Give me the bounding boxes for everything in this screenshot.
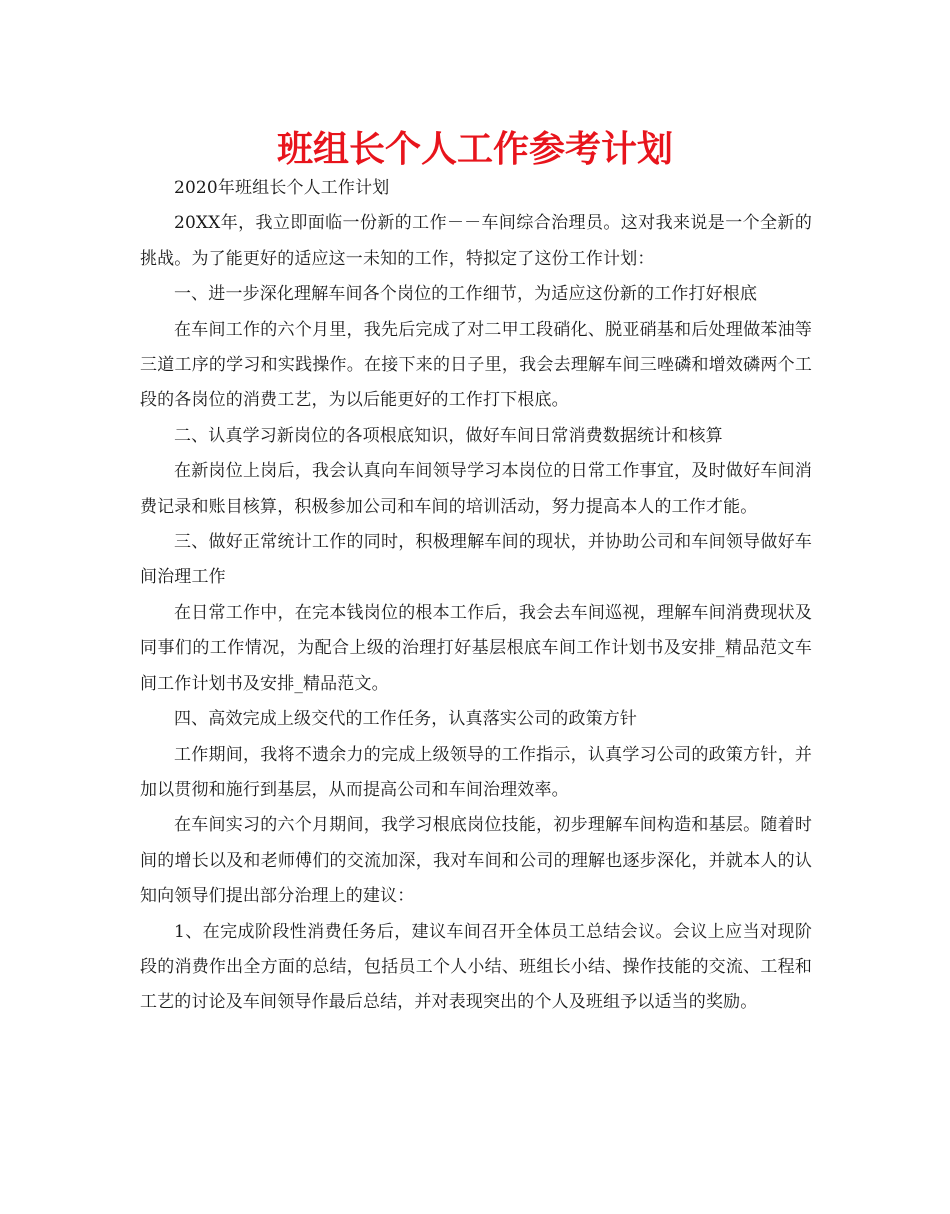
- paragraph-subtitle: 2020年班组长个人工作计划: [174, 178, 390, 198]
- paragraph-section-2: 在新岗位上岗后，我会认真向车间领导学习本岗位的日常工作事宜，及时做好车间消费记录和账目核算，积极参加公司和车间的培训活动，努力提高本人的工作才能。: [140, 461, 812, 517]
- document-body: [140, 171, 812, 1021]
- heading-section-2: 二、认真学习新岗位的各项根底知识，做好车间日常消费数据统计和核算: [174, 425, 723, 446]
- document-title: 班组长个人工作参考计划: [276, 129, 673, 170]
- paragraph-intro: 20XX年，我立即面临一份新的工作－－车间综合治理员。这对我来说是一个全新的挑战。为了能更好的适应这一未知的工作，特拟定了这份工作计划：: [140, 213, 812, 269]
- paragraph-section-3: 在日常工作中，在完本钱岗位的根本工作后，我会去车间巡视，理解车间消费现状及同事们的工作情况，为配合上级的治理打好基层根底车间工作计划书及安排_精品范文车间工作计划书及安排_精品范文。: [140, 602, 812, 694]
- heading-section-3: 三、做好正常统计工作的同时，积极理解车间的现状，并协助公司和车间领导做好车间治理工作: [140, 532, 812, 588]
- paragraph-section-1: 在车间工作的六个月里，我先后完成了对二甲工段硝化、脱亚硝基和后处理做苯油等三道工序的学习和实践操作。在接下来的日子里，我会去理解车间三唑磷和增效磷两个工段的各岗位的消费工艺，为以后能更好的工作打下根底。: [140, 319, 812, 411]
- paragraph-section-4: 工作期间，我将不遗余力的完成上级领导的工作指示，认真学习公司的政策方针，并加以贯彻和施行到基层，从而提高公司和车间治理效率。: [140, 744, 812, 800]
- paragraph-internship: 在车间实习的六个月期间，我学习根底岗位技能，初步理解车间构造和基层。随着时间的增长以及和老师傅们的交流加深，我对车间和公司的理解也逐步深化，并就本人的认知向领导们提出部分治理上的建议：: [140, 815, 812, 907]
- paragraph-suggestion-1: 1、在完成阶段性消费任务后，建议车间召开全体员工总结会议。会议上应当对现阶段的消费作出全方面的总结，包括员工个人小结、班组长小结、操作技能的交流、工程和工艺的讨论及车间领导作最后总结，并对表现突出的个人及班组予以适当的奖励。: [140, 921, 812, 1013]
- heading-section-4: 四、高效完成上级交代的工作任务，认真落实公司的政策方针: [174, 709, 638, 730]
- heading-section-1: 一、进一步深化理解车间各个岗位的工作细节，为适应这份新的工作打好根底: [174, 284, 758, 305]
